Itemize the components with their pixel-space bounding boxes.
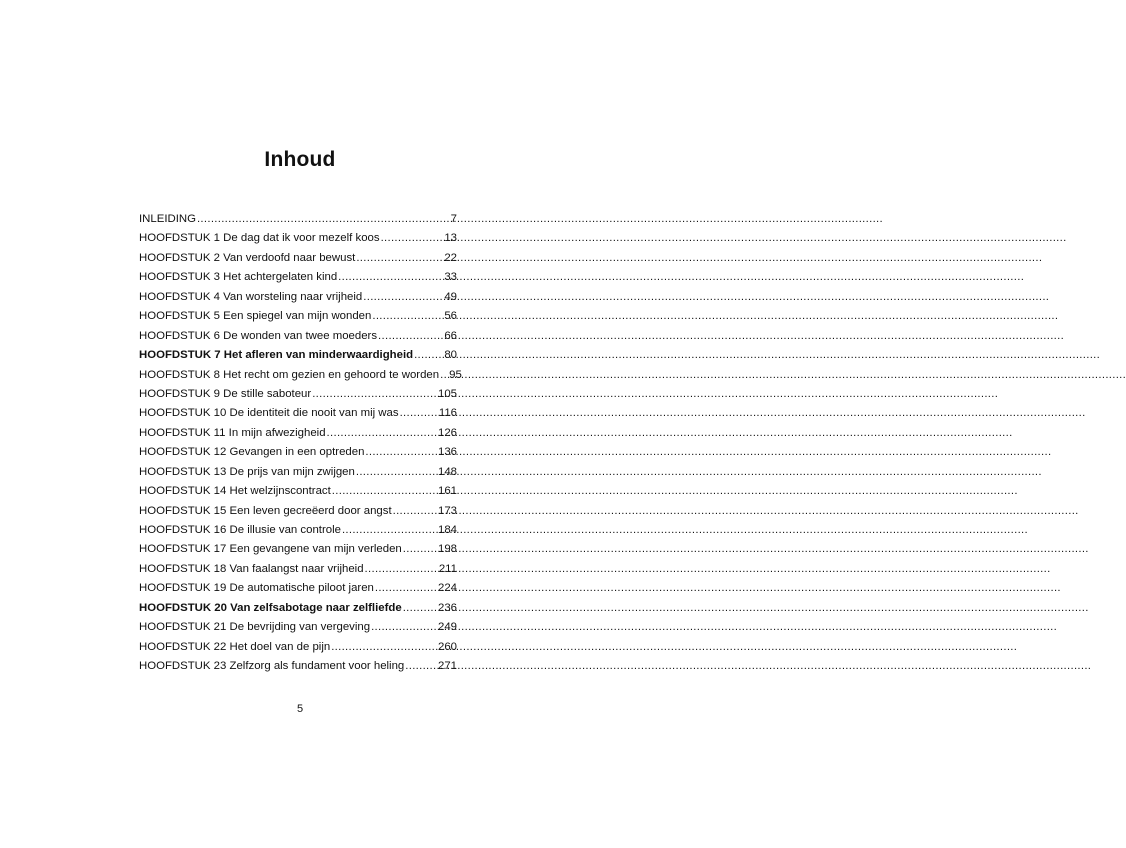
page-number: 5 [296, 703, 304, 715]
toc-dot-leader [356, 463, 437, 482]
toc-entry [139, 638, 457, 657]
toc-entry-page: 148 [437, 465, 457, 478]
toc-dot-leader [403, 540, 437, 559]
toc-dot-leader [381, 229, 444, 248]
toc-entry-page: 66 [444, 329, 457, 342]
toc-dot-leader [405, 657, 437, 676]
toc-entry-page: 224 [437, 582, 457, 595]
toc-entry-page: 33 [444, 271, 457, 284]
toc-entry-page: 161 [437, 485, 457, 498]
toc-dot-leader [400, 404, 438, 423]
toc-entry-page: 80 [444, 349, 457, 362]
toc-entry-title: HOOFDSTUK 13 De prijs van mijn zwijgen [139, 465, 355, 478]
toc-dot-leader [375, 579, 437, 598]
toc-dot-leader [312, 385, 437, 404]
toc-entry-title: HOOFDSTUK 20 Van zelfsabotage naar zelfliefde [139, 601, 402, 614]
toc-entry-title: HOOFDSTUK 3 Het achtergelaten kind [139, 271, 338, 284]
toc-dot-leader [378, 327, 443, 346]
toc-entry-page: 126 [437, 426, 457, 439]
toc-entry [139, 229, 457, 248]
toc-entry-page: 95 [449, 368, 462, 381]
toc-entry [139, 385, 457, 404]
toc-dot-leader [440, 366, 448, 385]
toc-entry-title: HOOFDSTUK 17 Een gevangene van mijn verleden [139, 543, 402, 556]
toc-entry [139, 249, 457, 268]
toc-dot-leader [332, 482, 437, 501]
toc-entry [139, 618, 457, 637]
toc-entry [139, 482, 457, 501]
toc-entry-page: 271 [437, 660, 457, 673]
toc-dot-leader [338, 268, 443, 287]
toc-dot-leader [197, 210, 450, 229]
toc-entry-page: 249 [437, 621, 457, 634]
toc-dot-leader [331, 638, 437, 657]
toc-entry-page: 13 [444, 232, 457, 245]
toc-entry-page: 136 [437, 446, 457, 459]
toc-entry-title: HOOFDSTUK 4 Van worsteling naar vrijheid [139, 290, 363, 303]
toc-entry-title: HOOFDSTUK 21 De bevrijding van vergeving [139, 621, 371, 634]
toc-entry-title: HOOFDSTUK 8 Het recht om gezien en gehoord te worden [139, 368, 440, 381]
toc-entry-title: HOOFDSTUK 2 Van verdoofd naar bewust [139, 251, 356, 264]
toc-dot-leader [365, 560, 438, 579]
toc-entry-title: HOOFDSTUK 22 Het doel van de pijn [139, 640, 331, 653]
toc-entry-title: HOOFDSTUK 14 Het welzijnscontract [139, 485, 331, 498]
toc-entry [139, 560, 457, 579]
toc-entry [139, 463, 457, 482]
toc-entry-title: HOOFDSTUK 23 Zelfzorg als fundament voor heling [139, 660, 405, 673]
toc-entry-page: 105 [437, 387, 457, 400]
toc-entry-title: HOOFDSTUK 1 De dag dat ik voor mezelf koos [139, 232, 380, 245]
toc-dot-leader [371, 618, 437, 637]
toc-entry-title: HOOFDSTUK 12 Gevangen in een optreden [139, 446, 365, 459]
toc-entry-title: HOOFDSTUK 16 De illusie van controle [139, 524, 341, 536]
toc-entry-page: 173 [437, 504, 457, 517]
toc-dot-leader [403, 599, 437, 618]
toc-entry-title: HOOFDSTUK 11 In mijn afwezigheid [139, 426, 326, 439]
toc-entry-title: HOOFDSTUK 19 De automatische piloot jaren [139, 582, 374, 595]
toc-entry-page: 211 [438, 562, 457, 575]
toc-entry-title: HOOFDSTUK 9 De stille saboteur [139, 387, 312, 400]
toc-entry-page: 236 [437, 601, 457, 614]
toc-dot-leader [393, 502, 437, 521]
toc-entry [139, 657, 457, 676]
toc-entry [139, 443, 457, 462]
toc-entry [139, 210, 457, 229]
toc-entry-title: HOOFDSTUK 18 Van faalangst naar vrijheid [139, 562, 364, 575]
toc-entry [139, 424, 457, 443]
toc-entry [139, 502, 457, 521]
toc-entry [139, 327, 457, 346]
toc-entry [139, 540, 457, 559]
toc-dot-leader [327, 424, 437, 443]
toc-dot-leader [372, 307, 443, 326]
toc-entry-title: HOOFDSTUK 10 De identiteit die nooit van mij was [139, 407, 399, 420]
page-title: Inhoud [264, 148, 336, 171]
toc-entry-page: 260 [437, 640, 457, 653]
toc-entry [139, 404, 457, 423]
toc-entry [139, 268, 457, 287]
toc-entry-title: HOOFDSTUK 15 Een leven gecreëerd door angst [139, 504, 392, 517]
toc-entry [139, 307, 457, 326]
toc-entry [139, 579, 457, 598]
toc-dot-leader [356, 249, 443, 268]
toc-entry-page: 49 [444, 290, 457, 303]
toc-entry-title: HOOFDSTUK 6 De wonden van twee moeders [139, 329, 378, 342]
toc-entry-page: 56 [444, 310, 457, 323]
toc-entry-page: 184 [437, 524, 457, 536]
toc-entry-page: 7 [450, 213, 457, 225]
toc-entry [139, 521, 457, 540]
toc-entry [139, 346, 457, 365]
toc-entry-page: 198 [437, 543, 457, 556]
toc-entry-page: 22 [444, 251, 457, 264]
toc-entry [139, 366, 462, 385]
toc-entry [139, 288, 457, 307]
toc-entry-title: INLEIDING [139, 213, 196, 225]
toc-dot-leader [363, 288, 443, 307]
toc-dot-leader [365, 443, 437, 462]
toc-dot-leader [342, 521, 437, 540]
table-of-contents [139, 210, 462, 677]
toc-entry [139, 599, 457, 618]
toc-dot-leader [414, 346, 443, 365]
toc-entry-title: HOOFDSTUK 7 Het afleren van minderwaardigheid [139, 349, 414, 362]
toc-entry-page: 116 [438, 407, 457, 420]
toc-entry-title: HOOFDSTUK 5 Een spiegel van mijn wonden [139, 310, 372, 323]
